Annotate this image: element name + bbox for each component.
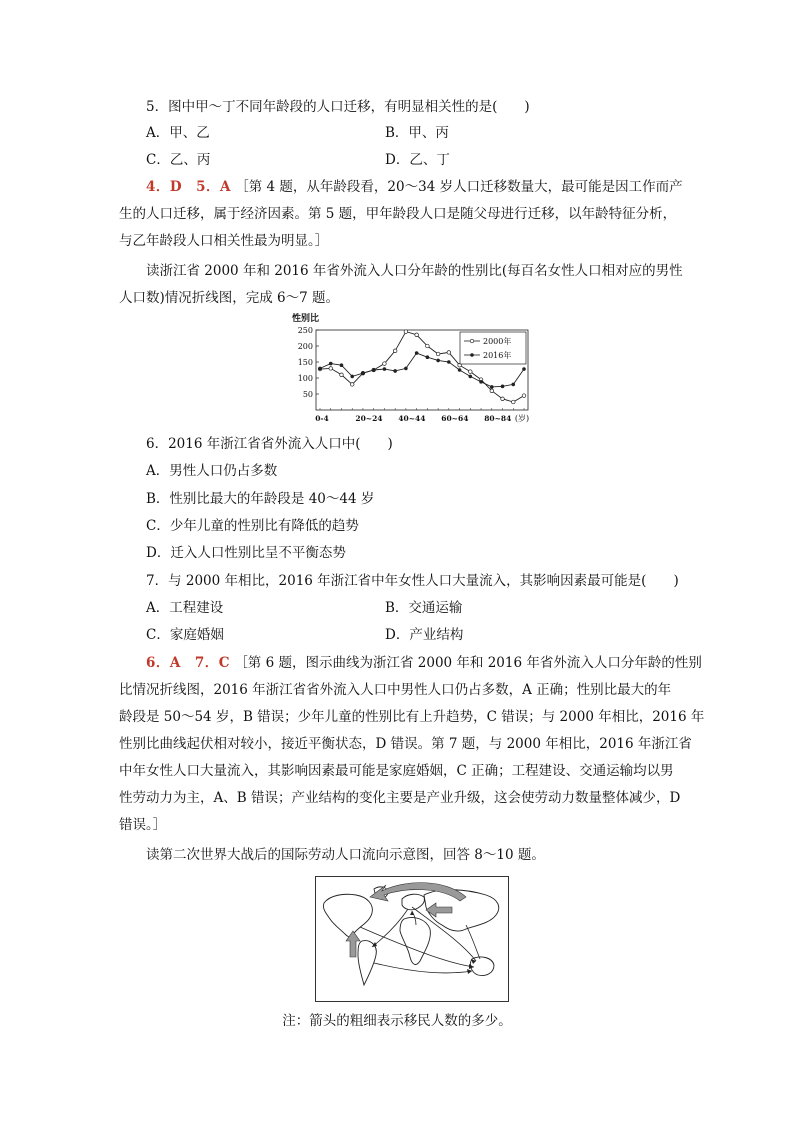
data-point-0 [426, 344, 430, 348]
data-point-0 [436, 352, 440, 356]
q5-option-b: B．甲、丙 [385, 125, 449, 141]
australia-shape [470, 957, 494, 976]
y-axis-label: 性别比 [292, 314, 320, 324]
q7-option-b: B．交通运输 [385, 600, 463, 616]
data-point-1 [415, 351, 419, 355]
answer-key-6-7: 6．A 7．C [146, 655, 231, 671]
data-point-1 [383, 367, 387, 371]
migration-map [315, 876, 509, 1002]
data-point-1 [361, 371, 365, 375]
q6-stem: 6．2016 年浙江省省外流入人口中( ) [146, 436, 393, 452]
data-point-1 [479, 380, 483, 384]
data-point-1 [393, 369, 397, 373]
data-point-1 [469, 375, 473, 379]
flow-line-south-america-to-australia [374, 963, 472, 973]
q5-option-d: D．乙、丁 [385, 152, 450, 168]
data-point-0 [404, 330, 408, 334]
flow-line-asia-to-australia [466, 925, 480, 959]
data-point-1 [340, 363, 344, 367]
q7-option-d: D．产业结构 [385, 627, 464, 643]
data-point-0 [522, 394, 526, 398]
q6-option-d: D．迁入人口性别比呈不平衡态势 [146, 545, 346, 561]
answer-6-7-line6: 性劳动力为主，A、B 错误；产业结构的变化主要是产业升级，这会使劳动力数量整体减少，D [119, 790, 681, 806]
data-point-1 [436, 359, 440, 363]
world-map-svg [316, 877, 508, 1001]
answer-6-7-text1: ［第 6 题，图示曲线为浙江省 2000 年和 2016 年省外流入人口分年龄的性别 [234, 655, 702, 671]
sex-ratio-chart-svg [290, 312, 540, 430]
intro-6-7-line1: 读浙江省 2000 年和 2016 年省外流入人口分年龄的性别比(每百名女性人口相对应的男性 [146, 263, 683, 279]
answer-6-7-line7: 错误。］ [119, 817, 167, 833]
answer-6-7-line2: 比情况折线图，2016 年浙江省省外流入人口中男性人口仍占多数，A 正确；性别比最大的年 [119, 682, 672, 698]
data-point-0 [511, 400, 515, 404]
data-point-1 [447, 360, 451, 364]
data-point-0 [383, 362, 387, 366]
legend-label-1: 2016年 [483, 351, 512, 360]
data-point-0 [329, 367, 333, 371]
data-point-0 [469, 370, 473, 374]
data-point-0 [350, 383, 354, 387]
q7-stem: 7．与 2000 年相比，2016 年浙江省中年女性人口大量流入，其影响因素最可能是( ) [146, 573, 679, 589]
answer-6-7-line1 [146, 654, 702, 672]
north-america-shape [323, 894, 372, 936]
data-point-1 [490, 385, 494, 389]
intro-6-7-line2: 人口数)情况折线图，完成 6～7 题。 [119, 290, 340, 306]
q5-option-c: C．乙、丙 [146, 152, 211, 168]
data-point-1 [372, 368, 376, 372]
data-point-0 [340, 373, 344, 377]
x-axis-label: (岁) [514, 414, 530, 423]
q5-option-a: A．甲、乙 [146, 125, 210, 141]
data-point-1 [404, 367, 408, 371]
q7-option-a: A．工程建设 [146, 600, 224, 616]
data-point-1 [329, 362, 333, 366]
data-point-0 [447, 351, 451, 355]
data-point-0 [393, 349, 397, 353]
y-tick-label: 200 [297, 342, 313, 351]
arrowhead-europe [410, 911, 414, 915]
y-tick-label: 250 [297, 326, 313, 335]
data-point-1 [318, 367, 322, 371]
answer-4-5-text1: ［第 4 题，从年龄段看，20～34 岁人口迁移数量大，最可能是因工作而产 [235, 179, 683, 195]
x-tick-label: 20~24 [355, 414, 383, 423]
answer-6-7-line4: 性别比曲线起伏相对较小，接近平衡状态，D 错误。第 7 题，与 2000 年相比，2016 年浙江省 [119, 736, 692, 752]
answer-4-5-line1 [146, 178, 683, 196]
x-tick-label: 0-4 [315, 414, 329, 423]
legend-marker-0 [470, 339, 474, 343]
q7-option-c: C．家庭婚姻 [146, 627, 224, 643]
answer-key-4-5: 4．D 5．A [146, 179, 231, 195]
answer-4-5-line2: 生的人口迁移，属于经济因素。第 5 题，甲年龄段人口是随父母进行迁移，以年龄特征分析， [119, 206, 677, 222]
data-point-0 [415, 333, 419, 337]
data-point-0 [490, 389, 494, 393]
data-point-1 [511, 383, 515, 387]
arrowhead-australia-3 [467, 969, 472, 974]
africa-shape [400, 917, 430, 964]
q6-option-b: B．性别比最大的年龄段是 40～44 岁 [146, 491, 375, 507]
y-tick-label: 150 [297, 358, 313, 367]
data-point-1 [426, 355, 430, 359]
data-point-1 [350, 375, 354, 379]
data-point-0 [501, 397, 505, 401]
y-tick-label: 100 [297, 374, 313, 383]
data-point-1 [522, 367, 526, 371]
south-america-shape [358, 941, 376, 985]
data-point-1 [458, 368, 462, 372]
answer-6-7-line5: 中年女性人口大量流入，其影响因素最可能是家庭婚姻，C 正确；工程建设、交通运输均以男 [119, 763, 674, 779]
legend-label-0: 2000年 [483, 337, 512, 346]
data-point-1 [501, 385, 505, 389]
x-tick-label: 60~64 [441, 414, 469, 423]
q6-option-a: A．男性人口仍占多数 [146, 463, 278, 479]
answer-6-7-line3: 龄段是 50～54 岁，B 错误；少年儿童的性别比有上升趋势，C 错误；与 2000 年相比，2016 年 [119, 709, 705, 725]
sex-ratio-chart [290, 312, 540, 430]
legend-marker-1 [470, 353, 474, 357]
q5-stem: 5．图中甲～丁不同年龄段的人口迁移，有明显相关性的是( ) [146, 99, 530, 115]
map-note: 注：箭头的粗细表示移民人数的多少。 [282, 1013, 512, 1029]
answer-4-5-line3: 与乙年龄段人口相关性最为明显。］ [119, 233, 329, 249]
y-tick-label: 50 [302, 390, 313, 399]
intro-8-10: 读第二次世界大战后的国际劳动人口流向示意图，回答 8～10 题。 [146, 847, 545, 863]
q6-option-c: C．少年儿童的性别比有降低的趋势 [146, 518, 359, 534]
x-tick-label: 40~44 [398, 414, 426, 423]
x-tick-label: 80~84 [484, 414, 512, 423]
